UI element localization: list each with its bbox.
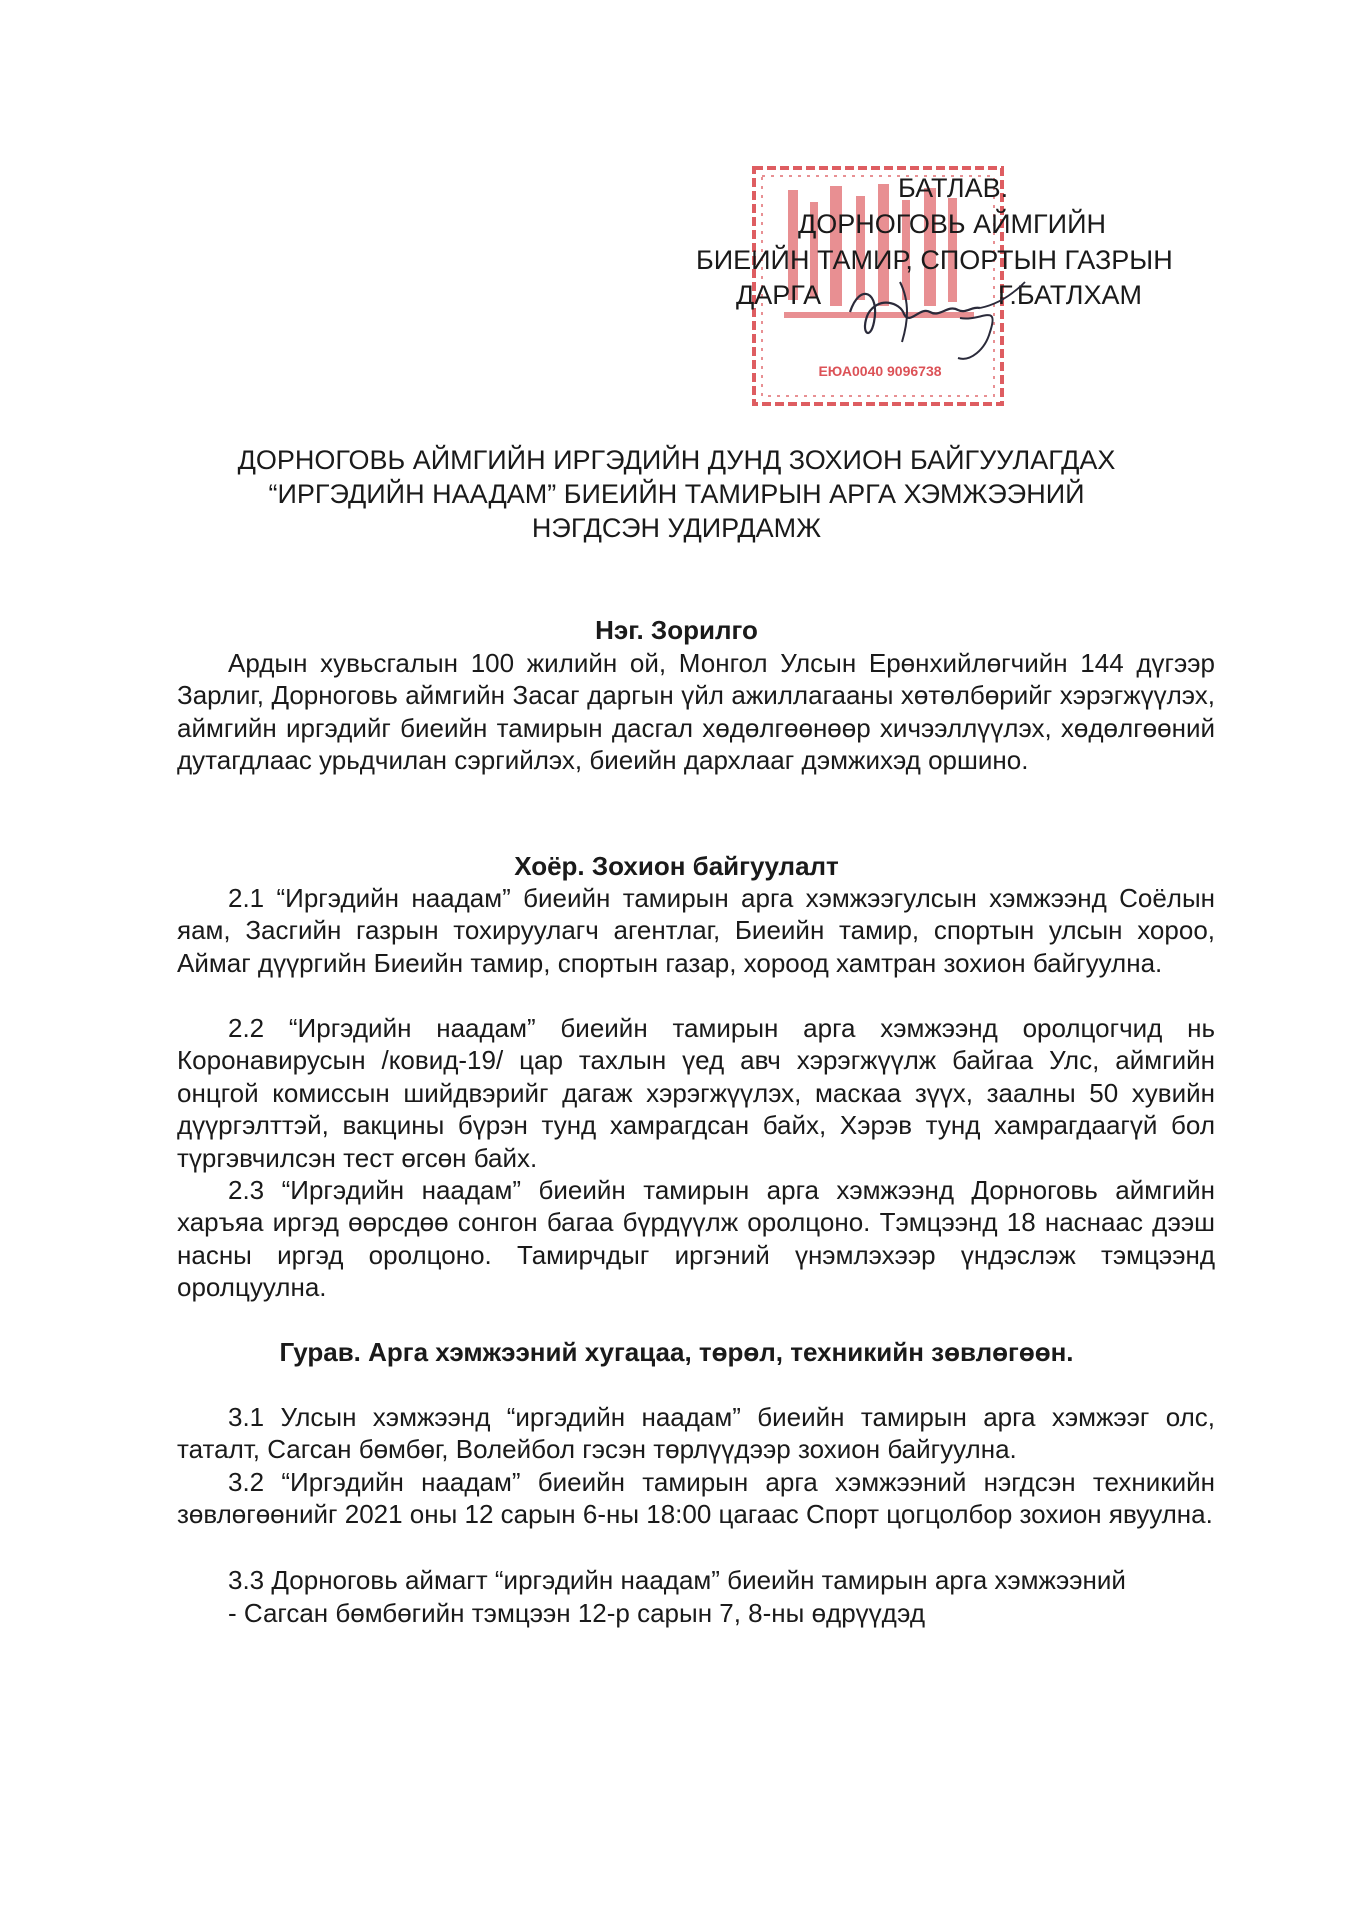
section-3-paragraph-2: 3.2 “Иргэдийн наадам” биеийн тамирын арга хэмжээний нэгдсэн техникийн зөвлөгөөнийг 2021 оны 12 сарын 6-ны 18:00 цагаас Спорт цогцолбор зохион явуулна.: [177, 1467, 1215, 1530]
section-1-paragraph-1: Ардын хувьсгалын 100 жилийн ой, Монгол Улсын Ерөнхийлөгчийн 144 дүгээр Зарлиг, Дорноговь аймгийн Засаг даргын үйл ажиллагааны хөтөлбөрийг хэрэгжүүлэх, аймгийн иргэдийг биеийн тамирын дасгал хөдөлгөөнөөр хичээллүүлэх, хөдөлгөөний дутагдлаас урьдчилан сэргийлэх, биеийн дархлааг дэмжихэд оршино.: [177, 648, 1215, 776]
section-3-paragraph-4: - Сагсан бөмбөгийн тэмцээн 12-р сарын 7, 8-ны өдрүүдэд: [228, 1598, 925, 1628]
document-title: [120, 443, 1233, 545]
approval-line-4-name: Г.БАТЛХАМ: [998, 280, 1142, 310]
section-1-heading: Нэг. Зорилго: [595, 615, 758, 645]
section-3-paragraph-3: 3.3 Дорноговь аймагт “иргэдийн наадам” биеийн тамирын арга хэмжээний: [228, 1565, 1126, 1595]
section-2-paragraph-3: 2.3 “Иргэдийн наадам” биеийн тамирын арга хэмжээнд Дорноговь аймгийн харъяа иргэд өөрсдөө сонгон багаа бүрдүүлж оролцоно. Тэмцээнд 18 наснаас дээш насны иргэд оролцоно. Тамирчдыг иргэний үнэмлэхээр үндэслэж тэмцээнд оролцуулна.: [177, 1175, 1215, 1303]
approval-line-1: БАТЛАВ.: [898, 173, 1009, 203]
section-2-paragraph-2: 2.2 “Иргэдийн наадам” биеийн тамирын арга хэмжээнд оролцогчид нь Коронавирусын /ковид-19/ цар тахлын үед авч хэрэгжүүлж байгаа Улс, аймгийн онцгой комиссын шийдвэрийг дагаж хэрэгжүүлэх, маскаа зүүх, заалны 50 хувийн дүүргэлттэй, вакцины бүрэн тунд хамрагдсан байх, Хэрэв тунд хамрагдаагүй бол түргэвчилсэн тест өгсөн байх.: [177, 1013, 1215, 1173]
approval-block: [640, 172, 1200, 422]
signature-icon: [840, 262, 1030, 372]
title-line-1: ДОРНОГОВЬ АЙМГИЙН ИРГЭДИЙН ДУНД ЗОХИОН БАЙГУУЛАГДАХ: [237, 445, 1116, 475]
section-3-heading: Гурав. Арга хэмжээний хугацаа, төрөл, техникийн зөвлөгөөн.: [279, 1337, 1074, 1367]
stamp-number: ЕЮА0040 9096738: [818, 363, 942, 379]
section-2-heading: Хоёр. Зохион байгуулалт: [514, 851, 839, 881]
title-line-2: “ИРГЭДИЙН НААДАМ” БИЕИЙН ТАМИРЫН АРГА ХЭМЖЭЭНИЙ: [268, 479, 1085, 509]
title-line-3: НЭГДСЭН УДИРДАМЖ: [531, 513, 822, 543]
section-3-paragraph-1: 3.1 Улсын хэмжээнд “иргэдийн наадам” биеийн тамирын арга хэмжээг олс, таталт, Сагсан бөмбөг, Волейбол гэсэн төрлүүдээр зохион байгуулна.: [177, 1402, 1215, 1465]
section-2-paragraph-1: 2.1 “Иргэдийн наадам” биеийн тамирын арга хэмжээгулсын хэмжээнд Соёлын яам, Засгийн газрын тохируулагч агентлаг, Биеийн тамир, спортын улсын хороо, Аймаг дүүргийн Биеийн тамир, спортын газар, хороод хамтран зохион байгуулна.: [177, 883, 1215, 978]
approval-line-3: БИЕИЙН ТАМИР, СПОРТЫН ГАЗРЫН: [696, 245, 1173, 275]
approval-line-2: ДОРНОГОВЬ АЙМГИЙН: [798, 209, 1106, 239]
approval-line-4-position: ДАРГА: [736, 280, 822, 310]
